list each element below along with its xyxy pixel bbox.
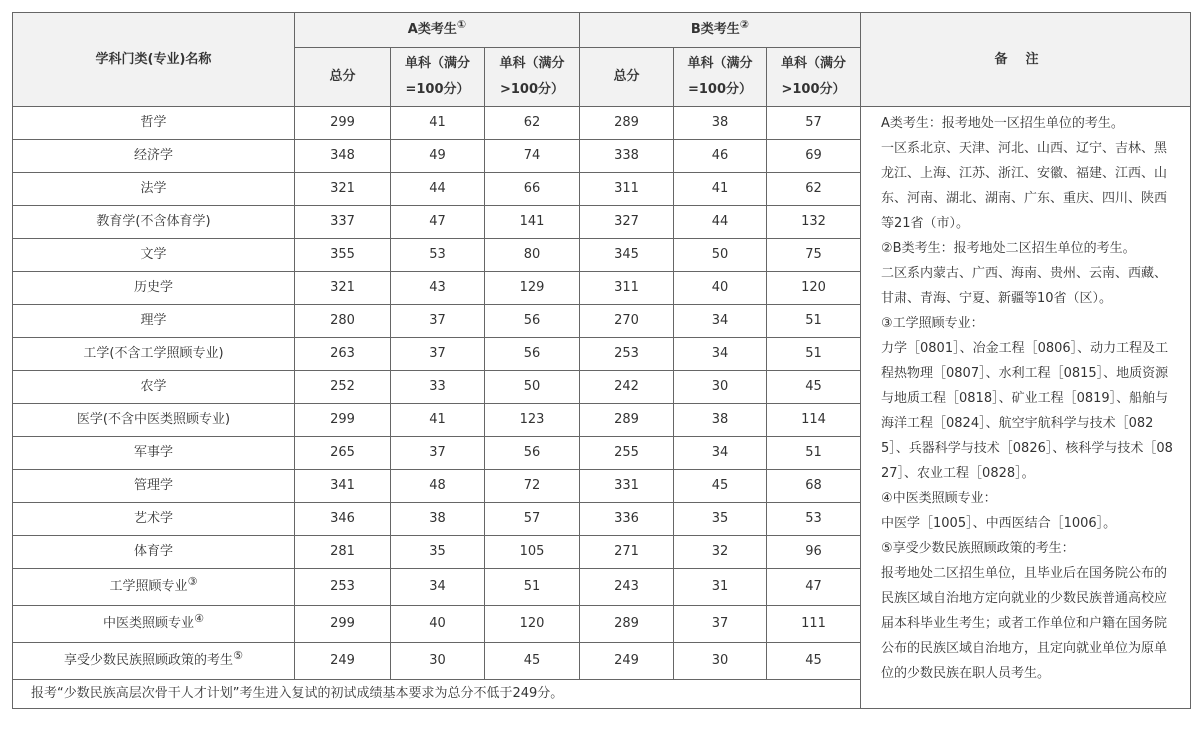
subject-name: 享受少数民族照顾政策的考生⑤ xyxy=(13,643,295,680)
a-single-100: 40 xyxy=(391,606,485,643)
b-single-100: 34 xyxy=(674,305,767,338)
subject-name: 理学 xyxy=(13,305,295,338)
a-single-gt100: 56 xyxy=(485,305,580,338)
a-total: 265 xyxy=(295,437,391,470)
b-single-gt100: 51 xyxy=(767,437,861,470)
b-total: 289 xyxy=(580,404,674,437)
b-single-gt100: 51 xyxy=(767,305,861,338)
footnote-mark: ③ xyxy=(187,575,198,588)
b-total: 270 xyxy=(580,305,674,338)
subject-name: 中医类照顾专业④ xyxy=(13,606,295,643)
b-total: 289 xyxy=(580,107,674,140)
note-line: 二区系内蒙古、广西、海南、贵州、云南、西藏、甘肃、青海、宁夏、新疆等10省（区）。 xyxy=(881,266,1168,306)
a-total: 263 xyxy=(295,338,391,371)
b-single-gt100: 75 xyxy=(767,239,861,272)
a-single-gt100: 141 xyxy=(485,206,580,239)
b-total-header: 总分 xyxy=(580,48,674,107)
b-total: 255 xyxy=(580,437,674,470)
remarks-header: 备注 xyxy=(861,13,1191,107)
b-single-100: 31 xyxy=(674,569,767,606)
b-single-100: 32 xyxy=(674,536,767,569)
b-single-gt100: 45 xyxy=(767,643,861,680)
subject-name: 经济学 xyxy=(13,140,295,173)
a-total: 321 xyxy=(295,272,391,305)
b-single-gt100: 120 xyxy=(767,272,861,305)
b-single-gt100: 114 xyxy=(767,404,861,437)
subject-name: 军事学 xyxy=(13,437,295,470)
b-total: 271 xyxy=(580,536,674,569)
b-single-100: 38 xyxy=(674,404,767,437)
b-single-gt100: 47 xyxy=(767,569,861,606)
footer-note: 报考“少数民族高层次骨干人才计划”考生进入复试的初试成绩基本要求为总分不低于249分。 xyxy=(13,680,861,709)
a-single-100-header: 单科（满分 =100分） xyxy=(391,48,485,107)
subject-name: 体育学 xyxy=(13,536,295,569)
subject-name: 工学照顾专业③ xyxy=(13,569,295,606)
remarks-cell xyxy=(861,107,1191,709)
group-a-mark: ① xyxy=(456,18,467,31)
a-total: 280 xyxy=(295,305,391,338)
a-single-gt100: 66 xyxy=(485,173,580,206)
a-single-gt100: 50 xyxy=(485,371,580,404)
b-single-100-header: 单科（满分 =100分） xyxy=(674,48,767,107)
a-total: 341 xyxy=(295,470,391,503)
subject-name: 教育学(不含体育学) xyxy=(13,206,295,239)
a-single-gt100: 51 xyxy=(485,569,580,606)
a-single-100: 53 xyxy=(391,239,485,272)
table-row xyxy=(13,107,1191,140)
b-total: 289 xyxy=(580,606,674,643)
b-single-100: 45 xyxy=(674,470,767,503)
a-total: 249 xyxy=(295,643,391,680)
a-single-100: 37 xyxy=(391,338,485,371)
b-total: 331 xyxy=(580,470,674,503)
group-b-header: B类考生② xyxy=(580,13,861,48)
b-single-100: 38 xyxy=(674,107,767,140)
a-single-100: 41 xyxy=(391,107,485,140)
subject-name: 工学(不含工学照顾专业) xyxy=(13,338,295,371)
b-single-100: 40 xyxy=(674,272,767,305)
note-line: 力学［0801］、冶金工程［0806］、动力工程及工程热物理［0807］、水利工程［0815］、地质资源与地质工程［0818］、矿业工程［0819］、船舶与海洋工程［0824］、航空宇航科学与技术［0825］、兵器科学与技术［0826］、核科学与技术［0827］、农业工程［0828］。 xyxy=(881,341,1173,481)
b-single-gt100-header: 单科（满分 >100分） xyxy=(767,48,861,107)
group-b-mark: ② xyxy=(739,18,750,31)
a-total: 253 xyxy=(295,569,391,606)
a-single-100: 47 xyxy=(391,206,485,239)
note-line: A类考生：报考地处一区招生单位的考生。 xyxy=(881,116,1124,131)
subject-name: 医学(不含中医类照顾专业) xyxy=(13,404,295,437)
b-total: 249 xyxy=(580,643,674,680)
b-single-100: 34 xyxy=(674,338,767,371)
a-total: 346 xyxy=(295,503,391,536)
a-single-100: 37 xyxy=(391,305,485,338)
b-single-100: 41 xyxy=(674,173,767,206)
a-single-gt100: 74 xyxy=(485,140,580,173)
b-total: 345 xyxy=(580,239,674,272)
a-single-100: 49 xyxy=(391,140,485,173)
a-total: 299 xyxy=(295,107,391,140)
a-single-gt100: 80 xyxy=(485,239,580,272)
subject-name: 农学 xyxy=(13,371,295,404)
b-total: 253 xyxy=(580,338,674,371)
a-total: 281 xyxy=(295,536,391,569)
subject-header: 学科门类(专业)名称 xyxy=(13,13,295,107)
b-single-gt100: 57 xyxy=(767,107,861,140)
b-single-100: 35 xyxy=(674,503,767,536)
a-single-100: 30 xyxy=(391,643,485,680)
subject-name: 哲学 xyxy=(13,107,295,140)
a-single-gt100: 120 xyxy=(485,606,580,643)
a-single-100: 41 xyxy=(391,404,485,437)
footnote-mark: ⑤ xyxy=(233,649,243,662)
a-total: 252 xyxy=(295,371,391,404)
note-line: ⑤享受少数民族照顾政策的考生： xyxy=(881,541,1075,556)
a-total: 348 xyxy=(295,140,391,173)
b-total: 311 xyxy=(580,173,674,206)
b-single-gt100: 132 xyxy=(767,206,861,239)
a-single-gt100: 45 xyxy=(485,643,580,680)
a-single-100: 48 xyxy=(391,470,485,503)
b-total: 242 xyxy=(580,371,674,404)
score-table xyxy=(12,12,1191,709)
a-single-100: 43 xyxy=(391,272,485,305)
note-line: 报考地处二区招生单位，且毕业后在国务院公布的民族区域自治地方定向就业的少数民族普通高校应届本科毕业生考生；或者工作单位和户籍在国务院公布的民族区域自治地方，且定向就业单位为原单位的少数民族在职人员考生。 xyxy=(881,566,1168,681)
note-line: 中医学［1005］、中西医结合［1006］。 xyxy=(881,516,1117,531)
note-line: ④中医类照顾专业： xyxy=(881,491,997,506)
a-total: 299 xyxy=(295,606,391,643)
b-total: 336 xyxy=(580,503,674,536)
b-single-gt100: 62 xyxy=(767,173,861,206)
subject-name: 法学 xyxy=(13,173,295,206)
a-single-gt100: 56 xyxy=(485,338,580,371)
b-single-100: 30 xyxy=(674,643,767,680)
b-single-gt100: 96 xyxy=(767,536,861,569)
a-single-gt100: 105 xyxy=(485,536,580,569)
b-total: 338 xyxy=(580,140,674,173)
footnote-mark: ④ xyxy=(194,612,204,625)
a-single-100: 35 xyxy=(391,536,485,569)
subject-name: 文学 xyxy=(13,239,295,272)
a-single-100: 38 xyxy=(391,503,485,536)
b-single-100: 34 xyxy=(674,437,767,470)
note-line: 一区系北京、天津、河北、山西、辽宁、吉林、黑龙江、上海、江苏、浙江、安徽、福建、江西、山东、河南、湖北、湖南、广东、重庆、四川、陕西等21省（市）。 xyxy=(881,141,1168,231)
a-single-gt100: 72 xyxy=(485,470,580,503)
a-single-gt100-header: 单科（满分 >100分） xyxy=(485,48,580,107)
subject-name: 历史学 xyxy=(13,272,295,305)
b-single-100: 30 xyxy=(674,371,767,404)
b-total: 243 xyxy=(580,569,674,606)
a-single-gt100: 129 xyxy=(485,272,580,305)
b-single-gt100: 68 xyxy=(767,470,861,503)
a-total: 355 xyxy=(295,239,391,272)
a-single-100: 44 xyxy=(391,173,485,206)
a-single-gt100: 123 xyxy=(485,404,580,437)
a-single-100: 34 xyxy=(391,569,485,606)
b-single-gt100: 69 xyxy=(767,140,861,173)
a-total-header: 总分 xyxy=(295,48,391,107)
a-total: 299 xyxy=(295,404,391,437)
b-total: 327 xyxy=(580,206,674,239)
b-single-gt100: 45 xyxy=(767,371,861,404)
group-a-header: A类考生① xyxy=(295,13,580,48)
note-line: ③工学照顾专业： xyxy=(881,316,984,331)
b-total: 311 xyxy=(580,272,674,305)
note-line: ②B类考生：报考地处二区招生单位的考生。 xyxy=(881,241,1136,256)
a-single-100: 37 xyxy=(391,437,485,470)
a-total: 337 xyxy=(295,206,391,239)
b-single-100: 37 xyxy=(674,606,767,643)
b-single-gt100: 51 xyxy=(767,338,861,371)
a-single-gt100: 56 xyxy=(485,437,580,470)
b-single-gt100: 53 xyxy=(767,503,861,536)
a-single-gt100: 57 xyxy=(485,503,580,536)
b-single-100: 44 xyxy=(674,206,767,239)
b-single-100: 50 xyxy=(674,239,767,272)
b-single-100: 46 xyxy=(674,140,767,173)
a-single-gt100: 62 xyxy=(485,107,580,140)
subject-name: 管理学 xyxy=(13,470,295,503)
a-single-100: 33 xyxy=(391,371,485,404)
subject-name: 艺术学 xyxy=(13,503,295,536)
a-total: 321 xyxy=(295,173,391,206)
b-single-gt100: 111 xyxy=(767,606,861,643)
